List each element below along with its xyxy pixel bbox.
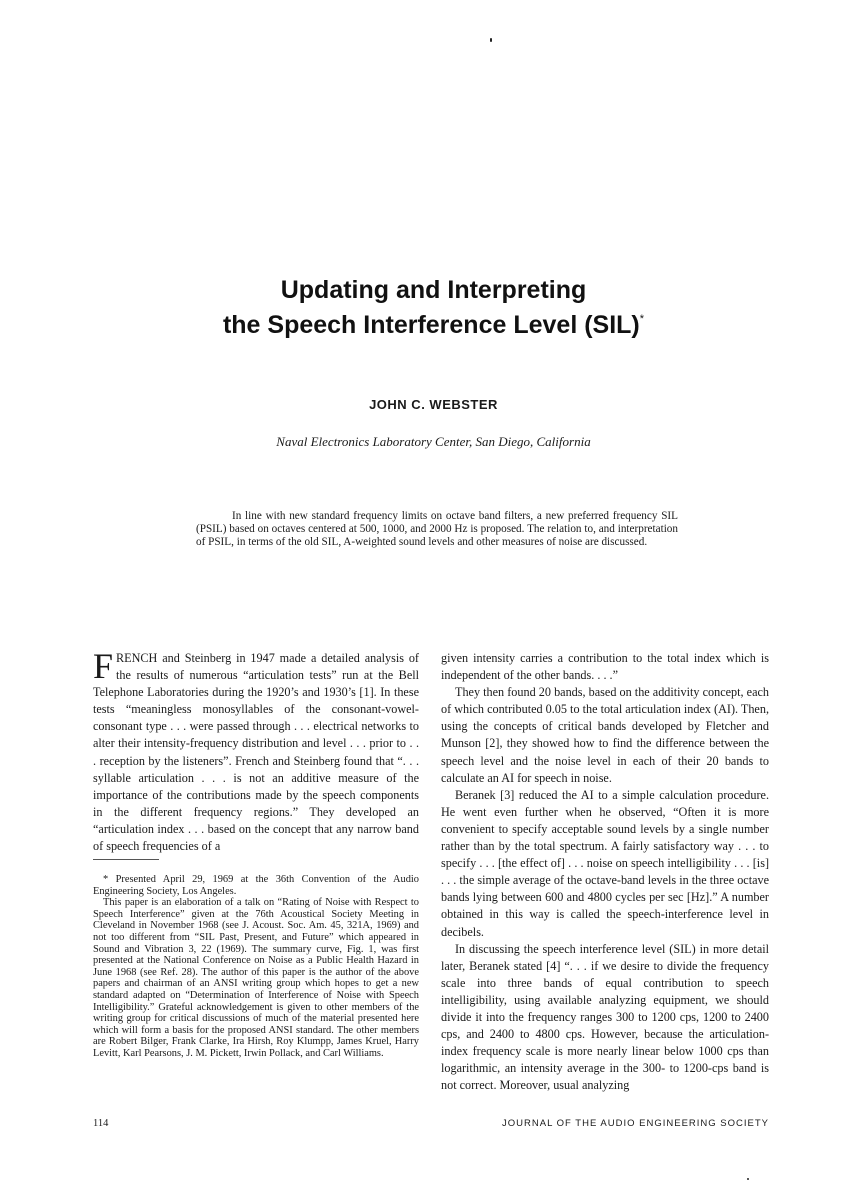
body-paragraph-3: Beranek [3] reduced the AI to a simple calculation procedure. He went even further when he observed, “Often it is more convenient to specify acceptable sound levels by a single number rather than by the total spectrum. A fairly satisfactory way . . . to specify . . . [the effect of] . . . noise on speech intelligibility . . . [is] . . . the simple average of the octave-band levels in the three octave bands lying between 600 and 4800 cycles per sec [Hz].” A number obtained in this way is called the speech-interference level in decibels. bbox=[441, 787, 769, 939]
footnotes bbox=[93, 874, 419, 1060]
footnote-elaboration: This paper is an elaboration of a talk on “Rating of Noise with Respect to Speech Interference” given at the 76th Acoustical Society Meeting in Cleveland in November 1968 (see J. Acoust. Soc. Am. 45, 321A, 1969) and not too different from “SIL Past, Present, and Future” which appeared in Sound and Vibration 3, 22 (1969). The summary curve, Fig. 1, was first presented at the National Conference on Noise as a Public Health Hazard in June 1968 (see Ref. 28). The author of this paper is the author of the above papers and chairman of an ANSI writing group which hopes to get a new standard adapted on “Determination of Interference of Noise with Speech Intelligibility.” Grateful acknowledgement is given to other members of the writing group for critical discussions of much of the material presented here which will form a basis for the proposed ANSI standard. The other members are Robert Bilger, Frank Clarke, Ira Hirsh, Roy Klumpp, James Kruel, Harry Levitt, Karl Pearsons, J. M. Pickett, Irwin Pollack, and Carl Williams. bbox=[93, 897, 419, 1059]
author-name: JOHN C. WEBSTER bbox=[369, 397, 498, 412]
body-paragraph-1 bbox=[93, 646, 419, 855]
footnote-rule bbox=[93, 859, 159, 860]
journal-name: JOURNAL OF THE AUDIO ENGINEERING SOCIETY bbox=[502, 1118, 769, 1129]
body-paragraph-2: They then found 20 bands, based on the additivity concept, each of which contributed 0.05 to the total articulation index (AI). Then, using the concepts of critical bands developed by Fletcher and Munson [2], they showed how to find the difference between the speech level and the noise level in each of their 20 bands to calculate an AI for speech in noise. bbox=[441, 685, 769, 785]
scan-speck-top bbox=[490, 38, 492, 42]
paper-title-line-2 bbox=[0, 311, 867, 340]
body-column-left bbox=[93, 646, 419, 855]
paper-title-line-2-text: the Speech Interference Level (SIL) bbox=[222, 311, 640, 339]
abstract: In line with new standard frequency limits on octave band filters, a new preferred frequency SIL (PSIL) based on octaves centered at 500, 1000, and 2000 Hz is proposed. The relation to, and interpretation of PSIL, in terms of the old SIL, A-weighted sound levels and other measures of noise are discussed. bbox=[196, 510, 678, 549]
scan-speck-bottom bbox=[747, 1178, 749, 1180]
author-affiliation: Naval Electronics Laboratory Center, San Diego, California bbox=[276, 434, 591, 449]
title-footnote-mark: * bbox=[639, 313, 645, 325]
body-paragraph-1-text: RENCH and Steinberg in 1947 made a detailed analysis of the results of numerous “articulation tests” run at the Bell Telephone Laboratories during the 1920’s and 1930’s [1]. In these tests “meaningless monosyllables of the consonant-vowel-consonant type . . . were passed through . . . electrical networks to alter their intensity-frequency distribution and level . . . prior to . . . reception by the listeners”. French and Steinberg found that “. . . syllable articulation . . . is not an additive measure of the importance of the contributions made by the speech components in the different frequency regions.” They developed an “articulation index . . . based on the concept that any narrow band of speech frequencies of a bbox=[93, 651, 419, 854]
paper-title-line-1: Updating and Interpreting bbox=[280, 276, 587, 304]
footnote-presented: * Presented April 29, 1969 at the 36th Convention of the Audio Engineering Society, Los Angeles. bbox=[93, 874, 419, 897]
body-column-right bbox=[441, 650, 769, 1094]
body-paragraph-1-continued: given intensity carries a contribution to the total index which is independent of the other bands. . . .” bbox=[441, 651, 769, 683]
page-number: 114 bbox=[93, 1118, 109, 1129]
body-paragraph-4: In discussing the speech interference level (SIL) in more detail later, Beranek stated [4] “. . . if we desire to divide the frequency scale into three bands of equal contribution to speech intelligibility, using available analyzing equipment, we should divide it into the frequency ranges 300 to 1200 cps, 1200 to 2400 cps, and 2400 to 4800 cps. However, because the articulation-index frequency scale is more nearly linear below 1000 cps than logarithmic, an intensity average in the 300- to 1200-cps band is not correct. Moreover, usual analyzing bbox=[441, 941, 769, 1093]
drop-cap: F bbox=[93, 646, 114, 686]
